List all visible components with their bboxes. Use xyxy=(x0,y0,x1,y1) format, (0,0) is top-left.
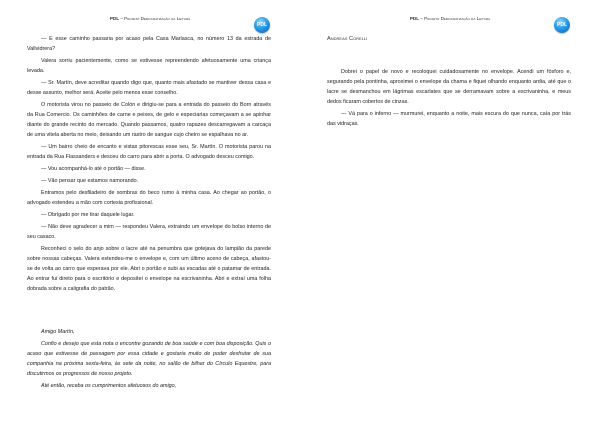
paragraph: — Obrigado por me tirar daquele lugar. xyxy=(41,212,135,218)
header-dash: – xyxy=(420,16,423,21)
paragraph: — Sr. Martín, deve acreditar quando digo que, quanto mais afastado se mantiver dessa casa e desse assunto, melhor será. Aceite pelo menos esse conselho. xyxy=(27,80,271,96)
header-project: Projeto Democratização da Leitura xyxy=(124,16,191,21)
header-dash: – xyxy=(120,16,123,21)
header-brand: PDL xyxy=(409,16,420,21)
letter xyxy=(27,327,271,393)
header-brand: PDL xyxy=(109,16,120,21)
logo-text: PDL xyxy=(557,22,567,28)
letter-body: Confio e desejo que esta nota o encontre gozando de boa saúde e com boa disposição. Quis o acaso que estivesse de passagem por essa cidade e gostaria muito de poder desfrutar de sua companhia na próxima sexta-feira, às sete da noite, no salão de bilhar do Círculo Equestre, para discutirmos os progressos de nosso projeto. xyxy=(27,341,271,377)
letter-signature: Andreas Corelli xyxy=(327,36,368,42)
header-project: Projeto Democratização da Leitura xyxy=(424,16,491,21)
paragraph: — Vão pensar que estamos namorando. xyxy=(41,178,139,184)
right-page xyxy=(300,0,600,424)
paragraph: — Não deve agradecer a mim — respondeu Valera, extraindo um envelope do bolso interno de seu casaco. xyxy=(27,224,271,240)
page-body xyxy=(27,34,271,296)
pdl-logo-icon xyxy=(254,17,270,33)
page-body xyxy=(327,67,571,131)
paragraph: — Um bairro cheio de encanto e vistas pitorescas esse seu, Sr. Martín. O motorista parou na entrada da Rua Flassanders e desceu do carro para abrir a porta. O advogado desceu comigo. xyxy=(27,144,271,160)
letter-salutation: Amigo Martín, xyxy=(41,329,75,335)
paragraph: — Vá para o inferno — murmurei, enquanto a noite, mais escura do que nunca, caía por trás das vidraças. xyxy=(327,111,571,127)
paragraph: O motorista virou no passeio de Colón e dirigiu-se para a entrada do passeio do Born através da Rua Comercio. Os caminhões de carne e peixes, de gelo e especiarias começavam a se apinhar diante do grande recinto do mercado. Quando passamos, quatro rapazes descarregavam a carcaça de uma vitela aberta no meio, deixando um rastro de sangue cujo cheiro se espalhava no ar. xyxy=(27,102,271,138)
paragraph: Dobrei o papel de novo e recoloquei cuidadosamente no envelope. Acendi um fósforo e, segurando pela pontinha, aproximei o envelope da chama e fiquei olhando enquanto ardia, até que o lacre se desmanchou em lágrimas escarlates que se derramavam sobre a escrivaninha, e meus dedos ficaram cobertos de cinzas. xyxy=(327,69,571,105)
letter-closing: Até então, receba os cumprimentos afetuosos do amigo, xyxy=(41,383,177,389)
paragraph: — Vou acompanhá-lo até o portão — disse. xyxy=(41,166,146,172)
paragraph: Reconheci o selo do anjo sobre o lacre até na penumbra que gotejava do lampião da parede sobre nossas cabeças. Valera estendeu-me o envelope e, com um último aceno de cabeça, afastou-se de volta ao carro que esperava por ele. Abri o portão e subi as escadas até o patamar de entrada. Ao entrar fui direto para o escritório e depositei o envelope na escrivaninha. Abri e extraí uma folha dobrada sobre a caligrafia do patrão. xyxy=(27,246,271,292)
paragraph: Entramos pelo desfiladeiro de sombras do beco rumo à minha casa. Ao chegar ao portão, o advogado estendeu a mão com cortesia profissional. xyxy=(27,190,271,206)
logo-text: PDL xyxy=(257,22,267,28)
paragraph: — E esse caminho passaria por acaso pela Casa Marlasca, no número 13 da estrada de Vallvidrera? xyxy=(27,36,271,52)
pdl-logo-icon xyxy=(554,17,570,33)
paragraph: Valera sorriu pacientemente, como se estivesse repreendendo afetuosamente uma criança levada. xyxy=(27,58,271,74)
